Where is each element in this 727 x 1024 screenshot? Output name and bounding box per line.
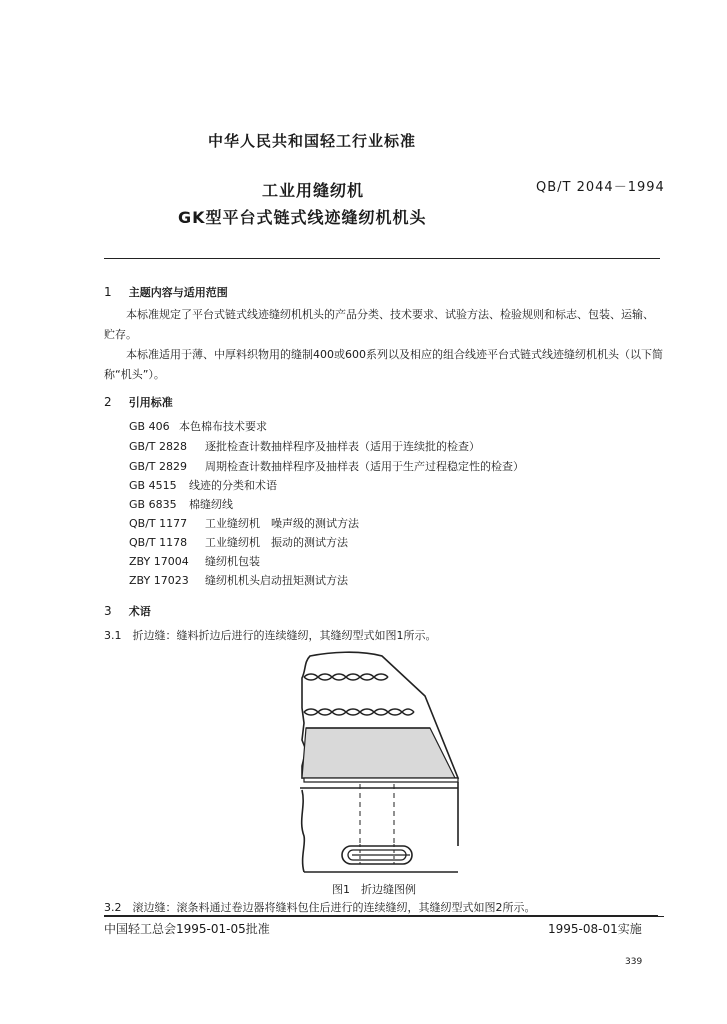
reference-item <box>129 477 277 493</box>
footer-divider <box>104 915 658 916</box>
figure-1-folded-seam <box>290 648 470 880</box>
reference-code: GB 406 <box>129 420 170 433</box>
section-1-paragraph-1: 本标准规定了平台式链式线迹缝纫机机头的产品分类、技术要求、试验方法、检验规则和标志、包装、运输、贮存。 <box>104 308 654 341</box>
section-3-title: 术语 <box>128 605 151 618</box>
definition-3-2: 3.2 滚边缝：滚条料通过卷边器将缝料包住后进行的连续缝纫，其缝纫型式如图2所示。 <box>104 899 664 917</box>
reference-code: QB/T 1178 <box>129 536 188 549</box>
reference-code: GB 4515 <box>129 479 177 492</box>
reference-item <box>129 458 524 474</box>
section-2-number: 2 <box>104 395 112 409</box>
document-title-line1: 工业用缝纫机 <box>262 181 365 200</box>
reference-item <box>129 534 348 550</box>
reference-title: 缝纫机包装 <box>205 555 260 568</box>
section-1-number: 1 <box>104 285 112 299</box>
header-divider <box>104 258 660 259</box>
reference-title: 工业缝纫机 噪声级的测试方法 <box>205 517 359 530</box>
standard-code: QB/T 2044－1994 <box>536 180 665 195</box>
reference-title: 逐批检查计数抽样程序及抽样表（适用于连续批的检查） <box>205 440 480 453</box>
reference-code: QB/T 1177 <box>129 517 188 530</box>
reference-title: 棉缝纫线 <box>189 498 233 511</box>
reference-code: ZBY 17004 <box>129 555 189 568</box>
reference-item <box>129 496 233 512</box>
reference-item <box>129 572 348 588</box>
definition-3-1: 3.1 折边缝：缝料折边后进行的连续缝纫，其缝纫型式如图1所示。 <box>104 629 437 642</box>
reference-code: ZBY 17023 <box>129 574 189 587</box>
section-2-heading <box>104 391 173 410</box>
reference-item <box>129 553 260 569</box>
reference-code: GB/T 2829 <box>129 460 187 473</box>
reference-code: GB/T 2828 <box>129 440 187 453</box>
reference-item <box>129 438 480 454</box>
reference-title: 线迹的分类和术语 <box>189 479 277 492</box>
reference-item <box>129 418 267 434</box>
section-2-title: 引用标准 <box>128 396 173 409</box>
implementation-date: 1995-08-01实施 <box>548 922 642 936</box>
approval-date: 中国轻工总会1995-01-05批准 <box>104 922 270 936</box>
section-1-paragraph-2: 本标准适用于薄、中厚料织物用的缝制400或600系列以及相应的组合线迹平台式链式线迹缝纫机机头（以下简称“机头”）。 <box>104 348 663 381</box>
section-1-heading <box>104 281 228 300</box>
issuing-organization: 中华人民共和国轻工行业标准 <box>208 132 417 150</box>
reference-item <box>129 515 359 531</box>
document-title-line2: GK型平台式链式线迹缝纫机机头 <box>178 208 427 227</box>
folded-seam-drawing <box>290 648 470 880</box>
figure-1-caption: 图1 折边缝图例 <box>332 883 416 896</box>
section-3-number: 3 <box>104 604 112 618</box>
reference-title: 本色棉布技术要求 <box>179 420 267 433</box>
section-1-title: 主题内容与适用范围 <box>128 286 228 299</box>
reference-title: 周期检查计数抽样程序及抽样表（适用于生产过程稳定性的检查） <box>205 460 524 473</box>
reference-title: 缝纫机机头启动扭矩测试方法 <box>205 574 348 587</box>
reference-title: 工业缝纫机 振动的测试方法 <box>205 536 348 549</box>
reference-code: GB 6835 <box>129 498 177 511</box>
page-number: 339 <box>625 957 643 967</box>
section-3-heading <box>104 600 151 619</box>
